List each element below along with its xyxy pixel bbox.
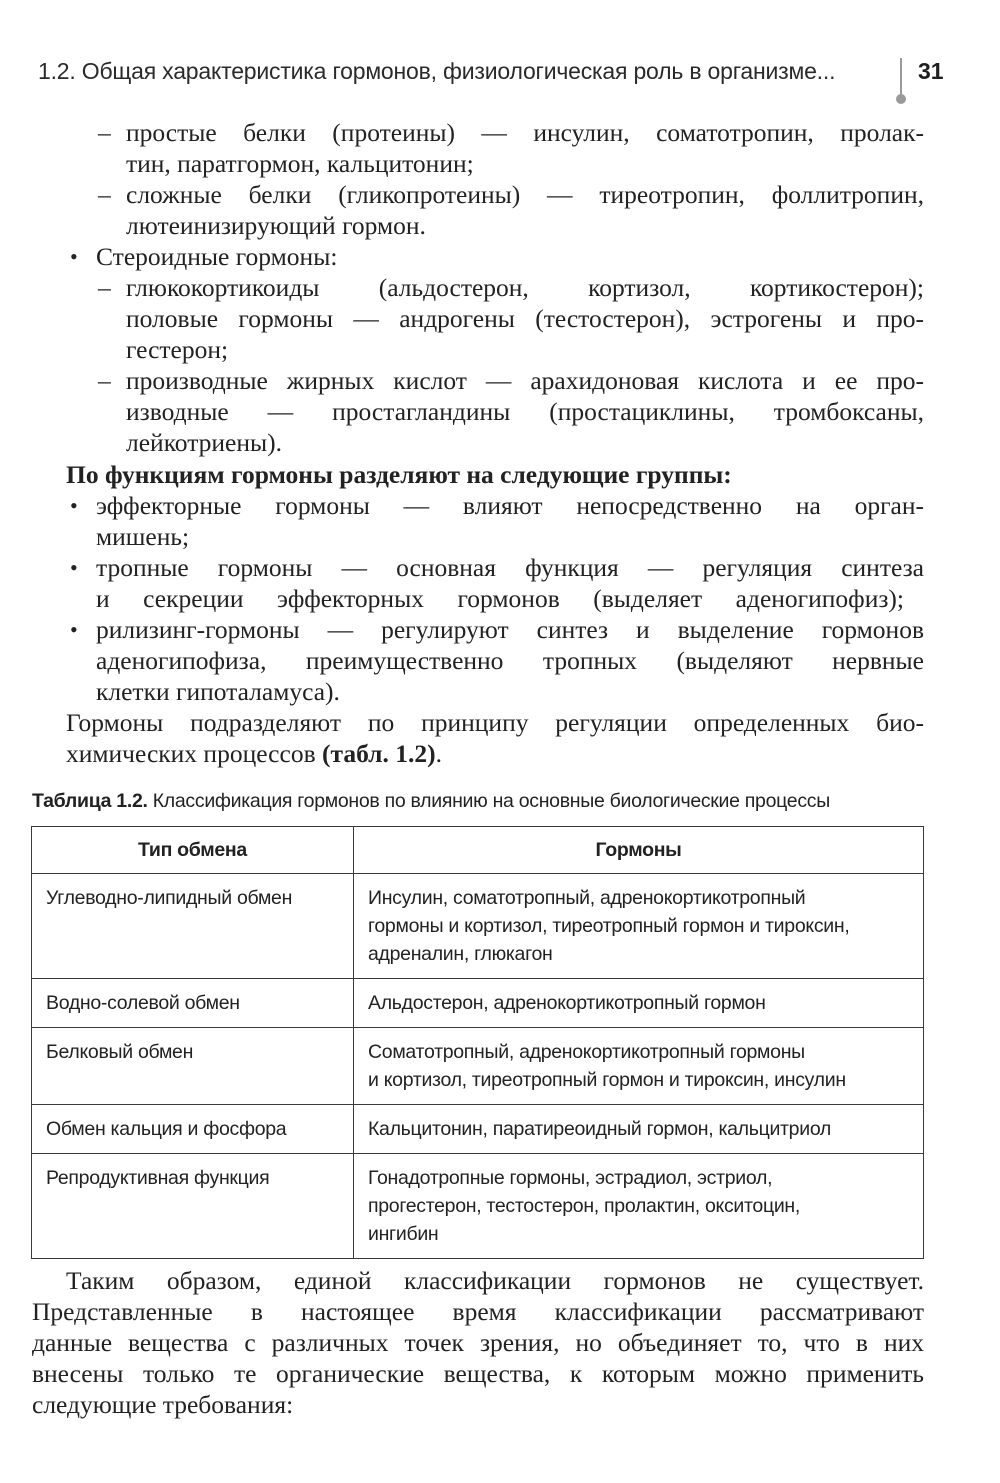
text-line xyxy=(66,738,442,769)
table-row xyxy=(32,1028,924,1105)
table-header-row xyxy=(32,827,924,874)
table-row xyxy=(32,979,924,1028)
hormones-cell xyxy=(354,979,924,1028)
text-line: глюкокортикоиды (альдостерон, кортизол, кортикостерон); xyxy=(126,273,924,302)
dash-marker: – xyxy=(98,118,111,147)
table-row xyxy=(32,1105,924,1154)
hormones-cell xyxy=(354,1028,924,1105)
cell-line: адреналин, глюкагон xyxy=(368,943,553,965)
text-line: аденогипофиза, преимущественно тропных (выделяют нервные xyxy=(96,646,924,675)
hormones-cell xyxy=(354,874,924,979)
cell-line: Кальцитонин, паратиреоидный гормон, кальцитриол xyxy=(368,1118,832,1140)
header-divider-dot xyxy=(896,94,906,104)
table-caption xyxy=(32,790,932,813)
text-line: Таким образом, единой классификации гормонов не существует. xyxy=(66,1266,924,1295)
metabolism-type-cell: Углеводно-липидный обмен xyxy=(32,874,354,979)
text-line: клетки гипоталамуса). xyxy=(96,677,340,706)
cell-line: прогестерон, тестостерон, пролактин, окситоцин, xyxy=(368,1195,801,1217)
cell-line: ингибин xyxy=(368,1223,439,1245)
column-header: Гормоны xyxy=(354,827,924,874)
running-header xyxy=(38,58,944,102)
text-line: лютеинизирующий гормон. xyxy=(126,211,426,240)
page-number: 31 xyxy=(918,58,944,84)
table-row xyxy=(32,874,924,979)
table-reference: (табл. 1.2) xyxy=(321,739,436,768)
text-line: рилизинг-гормоны — регулируют синтез и выделение гормонов xyxy=(96,615,924,644)
text-line: внесены только те органические вещества, к которым можно применить xyxy=(32,1359,924,1388)
dash-marker: – xyxy=(98,273,111,302)
table-caption-text: Классификация гормонов по влиянию на основные биологические процессы xyxy=(147,790,830,812)
text-fragment: . xyxy=(435,739,442,768)
text-line: эффекторные гормоны — влияют непосредственно на орган- xyxy=(96,491,924,520)
metabolism-type-cell: Репродуктивная функция xyxy=(32,1154,354,1259)
cell-line: гормоны и кортизол, тиреотропный гормон и тироксин, xyxy=(368,915,850,937)
text-line: гестерон; xyxy=(126,335,229,364)
text-line: данные вещества с различных точек зрения, но объединяет то, что в них xyxy=(32,1328,924,1357)
metabolism-type-cell: Обмен кальция и фосфора xyxy=(32,1105,354,1154)
text-line: тин, паратгормон, кальцитонин; xyxy=(126,149,474,178)
hormone-classification-table xyxy=(31,826,924,1259)
text-line: мишень; xyxy=(96,522,190,551)
section-heading: По функциям гормоны разделяют на следующие группы: xyxy=(66,460,732,489)
text-line: лейкотриены). xyxy=(126,428,283,457)
text-line: производные жирных кислот — арахидоновая кислота и ее про- xyxy=(126,366,924,395)
hormones-cell xyxy=(354,1154,924,1259)
bullet-marker: • xyxy=(70,493,78,518)
bullet-marker: • xyxy=(70,244,78,269)
metabolism-type-cell: Белковый обмен xyxy=(32,1028,354,1105)
text-line: сложные белки (гликопротеины) — тиреотропин, фоллитропин, xyxy=(126,180,924,209)
column-header: Тип обмена xyxy=(32,827,354,874)
cell-line: Гонадотропные гормоны, эстрадиол, эстриол, xyxy=(368,1167,773,1189)
text-line: Стероидные гормоны: xyxy=(96,242,338,271)
table-row xyxy=(32,1154,924,1259)
table-caption-label: Таблица 1.2. xyxy=(32,790,148,812)
running-header-title: 1.2. Общая характеристика гормонов, физиологическая роль в организме... xyxy=(38,58,836,84)
hormones-cell xyxy=(354,1105,924,1154)
text-line: изводные — простагландины (простациклины, тромбоксаны, xyxy=(126,397,924,426)
cell-line: Альдостерон, адренокортикотропный гормон xyxy=(368,992,766,1014)
cell-line: Соматотропный, адренокортикотропный гормоны xyxy=(368,1041,805,1063)
text-line: и секреции эффекторных гормонов (выделяет аденогипофиз); xyxy=(96,584,904,613)
text-line: простые белки (протеины) — инсулин, соматотропин, пролак- xyxy=(126,118,924,147)
text-line: Гормоны подразделяют по принципу регуляции определенных био- xyxy=(66,708,924,737)
header-divider xyxy=(900,58,902,98)
text-line: следующие требования: xyxy=(32,1390,294,1419)
text-line: половые гормоны — андрогены (тестостерон), эстрогены и про- xyxy=(126,304,924,333)
bullet-marker: • xyxy=(70,555,78,580)
cell-line: и кортизол, тиреотропный гормон и тироксин, инсулин xyxy=(368,1069,846,1091)
dash-marker: – xyxy=(98,366,111,395)
text-line: тропные гормоны — основная функция — регуляция синтеза xyxy=(96,553,924,582)
dash-marker: – xyxy=(98,180,111,209)
metabolism-type-cell: Водно-солевой обмен xyxy=(32,979,354,1028)
text-line: Представленные в настоящее время классификации рассматривают xyxy=(32,1297,924,1326)
bullet-marker: • xyxy=(70,617,78,642)
cell-line: Инсулин, соматотропный, адренокортикотропный xyxy=(368,887,806,909)
text-fragment: химических процессов xyxy=(66,739,322,768)
